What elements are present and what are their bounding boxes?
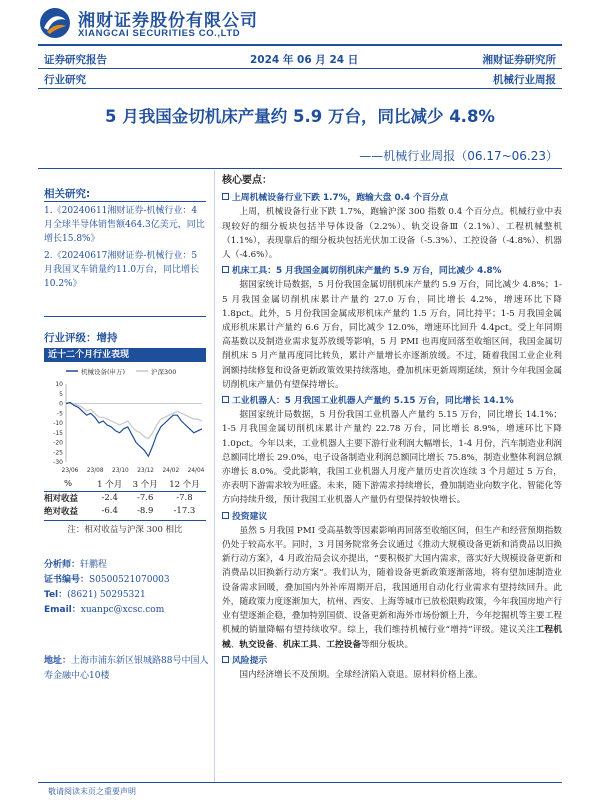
related-item[interactable]: 1.《20240611湘财证券-机械行业：4月全球半导体销售额464.3亿美元，同比增长15.8%》: [44, 206, 205, 244]
performance-chart: [44, 362, 206, 480]
y-tick-label: -15: [53, 429, 63, 437]
company-logo: [38, 4, 278, 46]
perf-cell: -8.9: [136, 505, 154, 516]
report-series: 机械行业周报: [493, 74, 556, 86]
x-tick-label: 23/10: [112, 468, 129, 474]
analyst-info: [44, 558, 209, 618]
highlight-sector: 轨交设备: [239, 639, 275, 650]
highlight-sector: 工控设备: [326, 639, 361, 650]
y-tick-label: 10: [55, 381, 63, 388]
legend-label: 沪深300: [151, 368, 177, 376]
separator: 、: [317, 639, 327, 650]
x-tick-label: 23/12: [137, 468, 154, 474]
perf-header-cell: %: [63, 479, 73, 490]
section-heading-text: 风险提示: [232, 655, 268, 666]
header-divider: [38, 68, 562, 69]
header-divider-2: [38, 88, 562, 89]
header-meta-row-1: [38, 50, 562, 68]
perf-cell: -6.4: [101, 505, 118, 516]
company-logo-icon: [38, 6, 72, 40]
analyst-name: 轩鹏程: [80, 560, 108, 570]
table-bottom-rule: [44, 520, 206, 521]
checkbox-bullet-icon: [222, 396, 229, 403]
y-tick-label: -30: [53, 459, 63, 466]
related-rule: [44, 201, 206, 202]
address-label: 地址：: [44, 656, 72, 666]
analyst-cert-label: 证书编号：: [44, 575, 90, 585]
company-name-cn: 湘财证券股份有限公司: [78, 11, 258, 31]
section-heading: [222, 191, 562, 205]
footer-disclaimer: 敬请阅读末页之重要声明: [48, 787, 136, 796]
y-tick-label: -10: [53, 420, 63, 427]
report-title: 5 月我国金切机床产量约 5.9 万台，同比减少 4.8%: [105, 107, 495, 126]
legend-label: 机械设备(申万): [81, 368, 126, 376]
y-tick-label: -25: [53, 449, 63, 457]
analyst-tel-label: Tel：: [44, 590, 68, 600]
perf-row-label: 绝对收益: [44, 506, 79, 517]
x-tick-label: 23/06: [61, 468, 79, 474]
separator: 、: [230, 639, 240, 650]
performance-table: [44, 478, 206, 517]
section-body: 上周，机械设备行业下跌 1.7%，跑输沪深 300 指数 0.4 个百分点。机械行业中表现较好的细分板块包括半导体设备（2.2%）、轨交设备Ⅲ（2.1%）、工程机械整机（1.1%），表现靠后的细分板块包括光伏加工设备（-5.3%）、工控设备（-4.8%）、机器人（-4.6%）。: [222, 207, 562, 261]
key-points-heading: 核心要点：: [222, 175, 272, 186]
perf-cell: -2.4: [101, 492, 118, 503]
section-body: 据国家统计局数据，5 月份我国工业机器人产量约 5.15 万台，同比增长 14.1%；1-5 月我国金属切削机床累计产量约 22.78 万台，同比增长 8.9%，增速环比下降 1.0pct。今年以来，工业机器人主要下游行业利润大幅增长，1-4 月份，汽车制造业利润总额同比增长 29.0%，电子设备制造业利润总额同比增长 75.8%，制造业整体利润总额亦增长 8.0%。受此影响，我国工业机器人月度产量历史首次连续 3 个月超过 5 万台，亦表明下游需求较为旺盛。未来，随下游需求持续增长，叠加制造业向数字化、智能化等方向持续升级，预计我国工业机器人产量仍有望保持较快增长。: [222, 410, 562, 506]
column-divider: [214, 170, 215, 782]
section-body: 据国家统计局数据，5 月份我国金属切削机床产量约 5.9 万台，同比减少 4.8%；1-5 月我国金属切削机床累计产量约 27.0 万台，同比增长 4.2%，增速环比下降 1.8pct。此外，5 月份我国金属成形机床产量约 1.5 万台，同比持平；1-5 月我国金属成形机床累计产量约 6.6 万台，同比减少 12.0%，增速环比回升 4.4pct。受上年同期高基数以及制造业需求复苏放缓等影响，5 月 PMI 也再度回落至收缩区间，我国金属切削机床 5 月产量再度同比转负，累计产量增长亦逐渐放缓。不过，随着我国工业企业利润额持续修复和设备更新政策效果持续落地，叠加机床更新周期延续，预计今年我国金属切削机床产量仍有望保持增长。: [222, 280, 562, 390]
analyst-cert: S0500521070003: [89, 575, 170, 585]
section-heading-text: 上周机械设备行业下跌 1.7%，跑输大盘 0.4 个百分点: [232, 193, 449, 204]
separator: 、: [274, 639, 283, 650]
analyst-email-line: [44, 603, 209, 618]
analyst-email-label: Email：: [44, 605, 81, 615]
analyst-tel-line: [44, 588, 209, 603]
y-tick-label: 5: [59, 390, 63, 398]
y-tick-label: -5: [57, 410, 63, 418]
section-heading-text: 机床工具：5 月我国金属切削机床产量约 5.9 万台，同比减少 4.8%: [232, 266, 502, 277]
performance-table-header: [44, 478, 206, 491]
performance-note: 注：相对收益与沪深 300 相比: [67, 525, 183, 535]
x-tick-label: 23/08: [86, 468, 104, 474]
section-body: [222, 524, 562, 652]
perf-header-cell: 1 个月: [97, 480, 123, 491]
section-heading: [222, 264, 562, 278]
section-body: 国内经济增长不及预期。全球经济陷入衰退。原材料价格上涨。: [239, 669, 483, 680]
analyst-name-line: [44, 558, 209, 573]
perf-row-label: 相对收益: [44, 493, 79, 504]
report-category: 行业研究: [44, 74, 86, 86]
analyst-cert-line: [44, 573, 209, 588]
address-text: 上海市浦东新区银城路88号中国人寿金融中心10楼: [44, 656, 209, 681]
section-heading: [222, 654, 562, 668]
y-tick-label: 0: [59, 400, 63, 408]
report-type: 证券研究报告: [44, 54, 107, 66]
related-item[interactable]: 2.《20240617湘财证券-机械行业：5月我国叉车销量约11.0万台，同比增长10.2%》: [44, 251, 200, 289]
checkbox-bullet-icon: [222, 193, 229, 200]
analyst-name-label: 分析师：: [44, 560, 81, 570]
perf-cell: -17.3: [173, 505, 196, 516]
related-list: [44, 204, 206, 294]
investment-advice-suffix: 等细分板块。: [361, 639, 414, 650]
title-rule: [38, 168, 562, 169]
institute-name: 湘财证券研究所: [482, 54, 556, 66]
rating-label: 行业评级：: [44, 332, 97, 344]
table-row: [44, 504, 206, 517]
section-heading: [222, 394, 562, 408]
header-meta-row-2: [38, 70, 562, 88]
table-row: [44, 491, 206, 504]
perf-cell: -7.8: [176, 492, 193, 503]
chart-heading: 近十二个月行业表现: [44, 348, 206, 362]
section-heading-text: 投资建议: [232, 511, 268, 522]
y-tick-label: -20: [53, 439, 63, 447]
perf-header-cell: 3 个月: [132, 480, 158, 491]
perf-cell: -7.6: [136, 492, 154, 503]
report-date: 2024 年 06 月 24 日: [250, 54, 359, 66]
header-rule: [38, 44, 562, 46]
perf-header-cell: 12 个月: [169, 480, 200, 491]
related-heading: 相关研究:: [44, 188, 91, 200]
company-name-en: XIANGCAI SECURITIES CO.,LTD: [78, 28, 241, 39]
report-subtitle: ——机械行业周报（06.17~06.23）: [359, 149, 558, 163]
highlight-sector: 工程机械: [222, 625, 562, 650]
related-end-rule: [44, 316, 206, 317]
section-heading: [222, 510, 562, 524]
x-tick-label: 24/02: [162, 468, 180, 474]
footer-rule: [38, 782, 562, 783]
x-tick-label: 24/04: [187, 468, 205, 474]
rating-value: 增持: [96, 332, 118, 344]
rating: [44, 330, 118, 345]
analyst-tel: (8621) 50295321: [67, 590, 146, 600]
main-content: [222, 174, 562, 684]
analyst-address: [44, 654, 214, 684]
checkbox-bullet-icon: [222, 266, 229, 273]
checkbox-bullet-icon: [222, 512, 229, 519]
analyst-email[interactable]: xuanpc@xcsc.com: [80, 605, 165, 615]
investment-advice-text: 虽然 5 月我国 PMI 受高基数等因素影响再回落至收缩区间，但生产和经营预期指数仍处于较高水平。同时，3 月国务院常务会议通过《推动大规模设备更新和消费品以旧换新行动方案》，4 月政治局会议亦提出，“要积极扩大国内需求，落实好大规模设备更新和消费品以旧换新行动方案”。我们认为，随着设备更新政策逐渐落地，将有望加速制造业设备需求回暖，叠加国内外补库周期开启，我国通用自动化行业需求有望持续回升。此外，随政策力度逐渐加大，杭州、西安、上海等城市已放松限购政策，今年我国房地产行业有望逐渐企稳，叠加特别国债、设备更新和海外市场份额上升，今年挖掘机等主要工程机械的销量降幅有望持续收窄。综上，我们维持机械行业“增持”评级。建议关注: [222, 525, 562, 636]
section-heading-text: 工业机器人：5 月我国工业机器人产量约 5.15 万台，同比增长 14.1%: [232, 396, 514, 407]
highlight-sector: 机床工具: [282, 639, 318, 650]
checkbox-bullet-icon: [222, 656, 229, 663]
